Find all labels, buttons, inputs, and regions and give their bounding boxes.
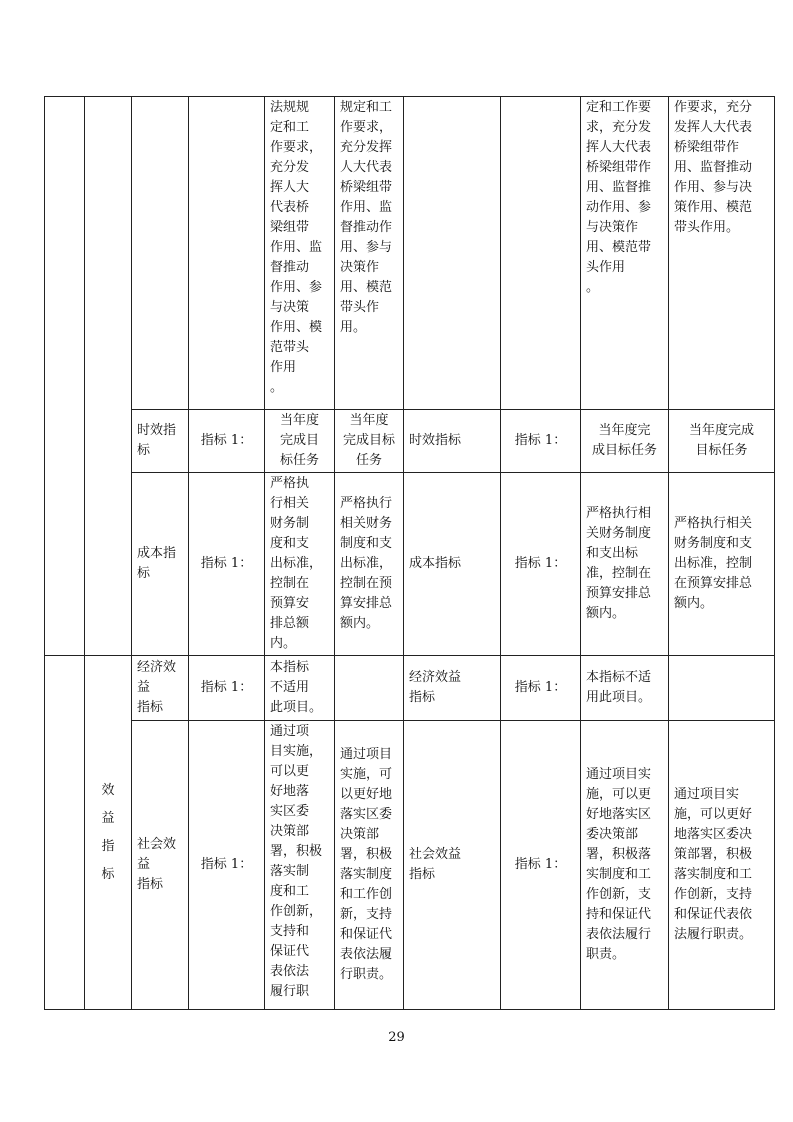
target-value-cell: 本指标 不适用 此项目。 [265,656,335,721]
target-value-cell-2: 通过项目实 施，可以更 好地落实区 委决策部 署，积极落 实制度和工 作创新，支 持和保证代 表依法履行 职责。 [581,721,669,1010]
indicator-cell: 指标 1： [189,410,265,473]
sub-indicator-cell: 社会效 益 指标 [132,721,189,1010]
target-value-cell-2: 当年度完 成目标任务 [581,410,669,473]
actual-value-cell [335,656,404,721]
sub-indicator-cell-2: 经济效益 指标 [404,656,501,721]
actual-value-cell-2 [669,656,775,721]
outer-category-cell [45,97,85,656]
actual-value-cell-2: 当年度完成 目标任务 [669,410,775,473]
indicator-cell-2: 指标 1： [501,410,581,473]
actual-value-cell: 严格执行 相关财务 制度和支 出标准， 控制在预 算安排总 额内。 [335,473,404,656]
target-value-cell-2: 本指标不适 用此项目。 [581,656,669,721]
indicator-cell-2: 指标 1： [501,721,581,1010]
output-category-cell [85,97,132,656]
table-row-timeliness [45,410,775,473]
target-value-cell-2: 定和工作要 求，充分发 挥人大代表 桥梁组带作 用、监督推 动作用、参 与决策作 用、模范带 头作用 。 [581,97,669,410]
actual-value-cell-2: 作要求，充分 发挥人大代表 桥梁组带作 用、监督推动 作用、参与决 策作用、模范 带头作用。 [669,97,775,410]
outer-category-cell-2 [45,656,85,1010]
sub-indicator-cell-2: 成本指标 [404,473,501,656]
performance-table [44,96,775,1010]
sub-indicator-cell-2 [404,97,501,410]
target-value-cell: 严格执 行相关 财务制 度和支 出标准， 控制在 预算安 排总额 内。 [265,473,335,656]
target-value-cell-2: 严格执行相 关财务制度 和支出标 准，控制在 预算安排总 额内。 [581,473,669,656]
actual-value-cell-2: 严格执行相关 财务制度和支 出标准，控制 在预算安排总 额内。 [669,473,775,656]
indicator-cell-2: 指标 1： [501,656,581,721]
indicator-cell: 指标 1： [189,721,265,1010]
sub-indicator-cell-2: 时效指标 [404,410,501,473]
indicator-cell-2: 指标 1： [501,473,581,656]
indicator-cell: 指标 1： [189,473,265,656]
table-row-cost [45,473,775,656]
actual-value-cell: 通过项目 实施，可 以更好地 落实区委 决策部 署，积极 落实制度 和工作创 新，支持 和保证代 表依法履 行职责。 [335,721,404,1010]
benefit-group-label: 效益指标 [101,782,115,882]
sub-indicator-cell: 成本指 标 [132,473,189,656]
target-value-cell: 法规规 定和工 作要求， 充分发 挥人大 代表桥 梁组带 作用、监 督推动 作用、参 与决策 作用、模 范带头 作用 。 [265,97,335,410]
sub-indicator-cell: 经济效 益 指标 [132,656,189,721]
sub-indicator-cell-2: 社会效益 指标 [404,721,501,1010]
sub-indicator-cell [132,97,189,410]
actual-value-cell-2: 通过项目实 施，可以更好 地落实区委决 策部署，积极 落实制度和工 作创新，支持 和保证代表依 法履行职责。 [669,721,775,1010]
actual-value-cell: 当年度 完成目标 任务 [335,410,404,473]
indicator-cell: 指标 1： [189,656,265,721]
table-row-social-benefit [45,721,775,1010]
actual-value-cell: 规定和工 作要求， 充分发挥 人大代表 桥梁组带 作用、监 督推动作 用、参与 决策作 用、模范 带头作 用。 [335,97,404,410]
table-row-economic-benefit [45,656,775,721]
target-value-cell: 当年度 完成目 标任务 [265,410,335,473]
sub-indicator-cell: 时效指 标 [132,410,189,473]
table-row-output-continued [45,97,775,410]
target-value-cell: 通过项 目实施， 可以更 好地落 实区委 决策部 署，积极 落实制 度和工 作创新， 支持和 保证代 表依法 履行职 [265,721,335,1010]
indicator-cell-2 [501,97,581,410]
benefit-indicator-group [85,656,132,1010]
page-number: 29 [388,1030,405,1045]
indicator-cell [189,97,265,410]
